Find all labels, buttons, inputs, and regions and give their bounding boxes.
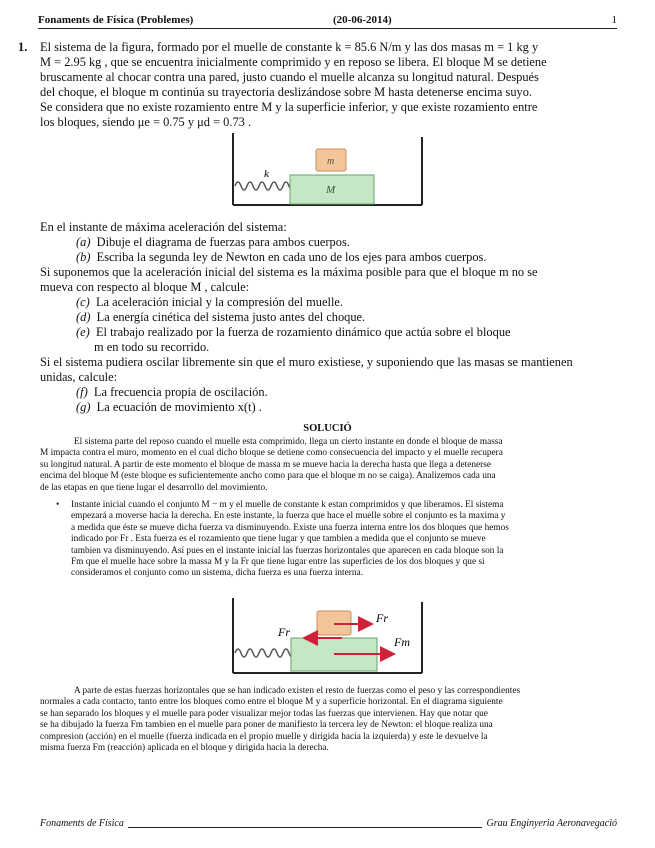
label-fm: Fm [394,635,410,649]
footer-degree: Grau Enginyeria Aeronavegació [482,818,617,829]
max-accel-intro: En el instante de máxima aceleración del sistema: [40,220,287,234]
label-k: k [264,168,269,180]
label-fr-right: Fr [376,611,388,625]
label-m: m [327,156,335,167]
bullet-line: Instante inicial cuando el conjunto M − m y el muelle de constante k estan comprimidos y que liberamos. El sistema [71,500,504,510]
page-number: 1 [611,14,617,26]
question-b [40,250,618,265]
intro-line: bruscamente al chocar contra una pared, justo cuando el muelle alcanza su longitud natural. Después [40,70,539,84]
question-text: Dibuje el diagrama de fuerzas para ambos cuerpos. [96,235,350,249]
bullet-line: Fm que el muelle hace sobre la massa M y la Fr que tiene lugar entre las superficies de los dos bloques y que si [71,557,485,568]
intro-line: Se considera que no existe rozamiento entre M y la superficie inferior, y que existe rozamiento entre [40,100,538,114]
problem-number: 1. [18,40,28,54]
solution-line: A parte de estas fuerzas horizontales que se han indicado existen el resto de fuerzas como el peso y las correspondientes [74,686,521,696]
solution-paragraph-2 [40,686,618,754]
suppose-line: mueva con respecto al bloque M , calcule: [40,280,250,294]
question-text: La aceleración inicial y la compresión del muelle. [95,295,343,309]
solution-line: compresion (acción) en el muelle (fuerza indicada en el propio muelle y dirigida hacia la izquierda) y este le devuelve la [40,731,488,742]
spring-block-figure [230,131,425,217]
header-date: (20-06-2014) [333,14,392,26]
solution-paragraph-1 [40,437,618,494]
question-text: La energía cinética del sistema justo antes del choque. [96,310,366,324]
oscillate-line: Si el sistema pudiera oscilar libremente sin que el muro existiese, y suponiendo que las masas se mantienen [40,355,573,369]
question-label: (f) [76,385,88,399]
problem-intro [18,40,618,130]
solution-bullet [40,500,618,580]
question-label: (d) [76,310,91,324]
solution-line: su longitud natural. A partir de este momento el bloque de massa m se mueve hacia la derecha hasta que llega a detenerse [40,459,491,470]
question-d [40,310,618,325]
solution-line: M impacta contra el muro, momento en el cual dicho bloque se detiene como consecuencia del impacto y el muelle recupera [40,448,503,459]
bullet-icon: • [56,500,60,510]
bullet-line: consideramos el conjunto como un sistema, dicha fuerza es una fuerza interna. [71,568,363,579]
question-label: (e) [76,325,90,339]
question-text: Escriba la segunda ley de Newton en cada uno de los ejes para ambos cuerpos. [96,250,487,264]
spring [235,649,295,657]
suppose-line: Si suponemos que la aceleración inicial del sistema es la máxima posible para que el bloque m no se [40,265,538,279]
bullet-line: empezará a moverse hacia la derecha. En este instante, la fuerza que hace el muelle sobre el conjunto es la maxima y [71,511,506,522]
label-M: M [326,184,336,196]
question-g [40,400,618,415]
force-diagram-figure [230,596,425,678]
intro-line: los bloques, siendo μe = 0.75 y μd = 0.73 . [40,115,252,129]
solution-line: El sistema parte del reposo cuando el muelle esta comprimido, llega un cierto instante en donde el bloque de massa [74,437,503,447]
intro-line: del choque, el bloque m continúa su trayectoria deslizándose sobre M hasta detenerse encima suyo. [40,85,533,99]
page-footer [40,818,617,830]
question-e-continued: m en todo su recorrido. [94,340,210,354]
question-f [40,385,618,400]
questions [40,220,618,415]
solution-line: de las etapas en que tiene lugar el desarrollo del movimiento. [40,482,268,493]
page-header [38,12,617,29]
solution-line: normales a cada contacto, tanto entre los bloques como entre el bloque M y a superficie horizontal. En el diagrama siguiente [40,697,503,708]
question-e [40,325,618,340]
footer-course: Fonaments de Física [40,818,128,829]
solution-line: se ha dibujado la fuerza Fm tambien en el muelle para poner de manifiesto la tercera ley de Newton: el bloque realiza una [40,720,493,731]
question-label: (b) [76,250,91,264]
question-a [40,235,618,250]
label-fr-left: Fr [278,625,290,639]
question-label: (c) [76,295,90,309]
bullet-line: a medida que éste se mueve dicha fuerza va disminuyendo. Existe una fuerza interna entre los dos bloques que hemos [71,522,509,533]
question-text: La ecuación de movimiento x(t) . [96,400,262,414]
oscillate-line: unidas, calcule: [40,370,118,384]
intro-line: M = 2.95 kg , que se encuentra inicialmente comprimido y en reposo se libera. El bloque M se detiene [40,55,547,69]
solution-title: SOLUCIÓ [303,423,352,434]
bullet-line: tambien va disminuyendo. Así pues en el instante inicial las fuerzas horizontales que aparecen en cada bloque son la [71,545,504,556]
solution-line: encima del bloque M (este bloque es suficientemente ancho como para que el bloque m no se caiga). Analizemos cada una [40,471,496,482]
question-label: (g) [76,400,91,414]
bullet-line: indicado por Fr . Esta fuerza es el rozamiento que tiene lugar y que tambien a medida que el conjunto se mueve [71,534,486,545]
question-text: La frecuencia propia de oscilación. [93,385,268,399]
solution-line: se han separado los bloques y el muelle para poder visualizar mejor todas las fuerzas que intervienen. Hay que notar que [40,708,488,719]
intro-line: El sistema de la figura, formado por el muelle de constante k = 85.6 N/m y las dos masas m = 1 kg y [40,40,539,54]
solution-line: misma fuerza Fm (reacción) aplicada en el bloque y dirigida hacia la derecha. [40,743,329,754]
header-course: Fonaments de Física (Problemes) [38,14,194,26]
question-c [40,295,618,310]
question-label: (a) [76,235,91,249]
question-text: El trabajo realizado por la fuerza de rozamiento dinámico que actúa sobre el bloque [95,325,511,339]
